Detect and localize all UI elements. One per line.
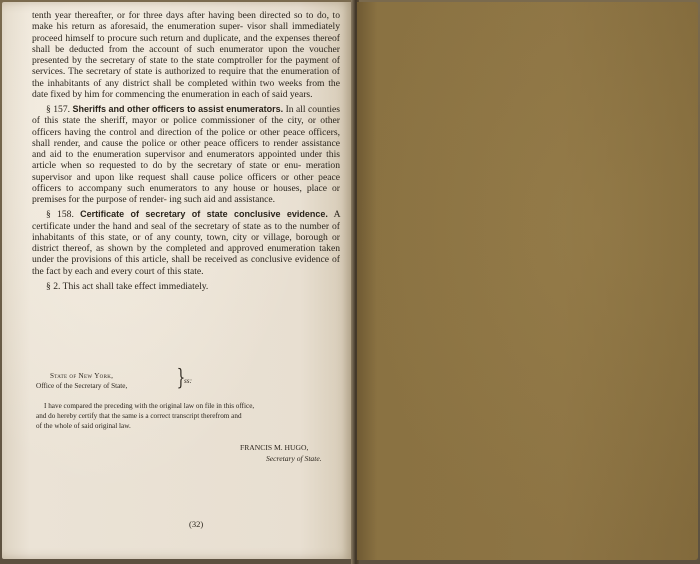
signatory-title: Secretary of State. (266, 454, 322, 463)
section-title: Certificate of secretary of state conclusive evidence. (80, 209, 328, 220)
text-line: In all (285, 104, 306, 115)
text-line: of the city, or other officers having the control and direction of (32, 115, 341, 138)
text-line: A (333, 209, 340, 221)
office-line: Office of the Secretary of State, (36, 382, 128, 390)
text-line: counties of this state the sheriff, mayor or police commissioner (32, 104, 341, 127)
text-line: any house or houses, place or premises for the purpose of render- (32, 182, 340, 205)
text-line: police or other peace officers to render assistance and aid to the (32, 137, 340, 160)
text-line: and duplicate, and the expenses thereof shall be deducted from (32, 32, 340, 55)
text-line: enumeration in each of said years. (181, 88, 313, 100)
text-line: certificate under the hand and seal of the secretary of state as to (32, 220, 283, 232)
text-line: so to do, to make his return as aforesaid, the enumeration super- (32, 10, 340, 33)
certification-header (36, 366, 346, 391)
text-line: I have compared the preceding with the original law on file in this office, (44, 402, 255, 410)
text-line: tenth year thereafter, or for three days after having been directed (32, 10, 291, 21)
text-line: services. The secretary of state is authorized to require that the (32, 66, 279, 78)
section-2 (32, 281, 340, 292)
text-line: the police or other peace officers, shall render, and cause the (32, 126, 340, 149)
brace-glyph: } (176, 366, 186, 391)
ss-mark: ss: (184, 377, 192, 385)
text-line: the secretary of state to the state comptroller for the payment of (85, 55, 340, 66)
left-page (2, 2, 353, 559)
section-157 (32, 104, 340, 205)
paragraph-continuation (32, 10, 340, 100)
text-line: enumeration of the inhabitants of any district shall be completed (32, 66, 340, 89)
state-line: State of New York, (50, 372, 114, 380)
text-line: of the whole of said original law. (36, 422, 131, 430)
text-line: of this article, shall be received as conclusive evidence of the (32, 254, 340, 277)
text-line: enumeration supervisor and enumerators appointed under this (92, 149, 340, 160)
page-body (32, 10, 340, 292)
text-line: city or village, borough or district thereof, as shown by the (32, 231, 340, 254)
page-number: (32) (189, 519, 204, 529)
text-line: ing such aid and assistance. (169, 194, 276, 205)
text-line: the account of such enumerator upon the voucher presented by (32, 43, 340, 66)
text-line: article when so requested to do by the secretary of state or enu- (32, 160, 302, 172)
right-page-cover (357, 2, 698, 560)
section-title: Sheriffs and other officers to assist enumerators. (72, 104, 284, 114)
signatory-name: FRANCIS M. HUGO, (240, 443, 309, 452)
text-line: completed and approved enumeration taken under the provisions (32, 243, 341, 266)
text-line: the number of inhabitants of this state, or of any county, town, (32, 220, 340, 243)
text-line: § 2. This act shall take effect immediately. (46, 280, 209, 292)
text-line: officers or other peace officers to accompany such enumerators to (32, 171, 340, 194)
text-line: within two weeks from the date fixed by him for commencing the (32, 77, 340, 100)
text-line: and do hereby certify that the same is a correct transcript therefrom and (36, 412, 242, 420)
signature-block (240, 442, 350, 464)
section-number: § 158. (46, 209, 74, 221)
text-line: visor shall immediately proceed himself to procure such return (32, 21, 340, 44)
certification-text (36, 401, 346, 431)
text-line: meration supervisor and upon like request shall cause police (32, 160, 340, 183)
section-number: § 157. (46, 104, 71, 115)
text-line: fact by each and every court of this state. (46, 265, 204, 277)
certification-block (36, 366, 346, 431)
section-158 (32, 209, 340, 277)
